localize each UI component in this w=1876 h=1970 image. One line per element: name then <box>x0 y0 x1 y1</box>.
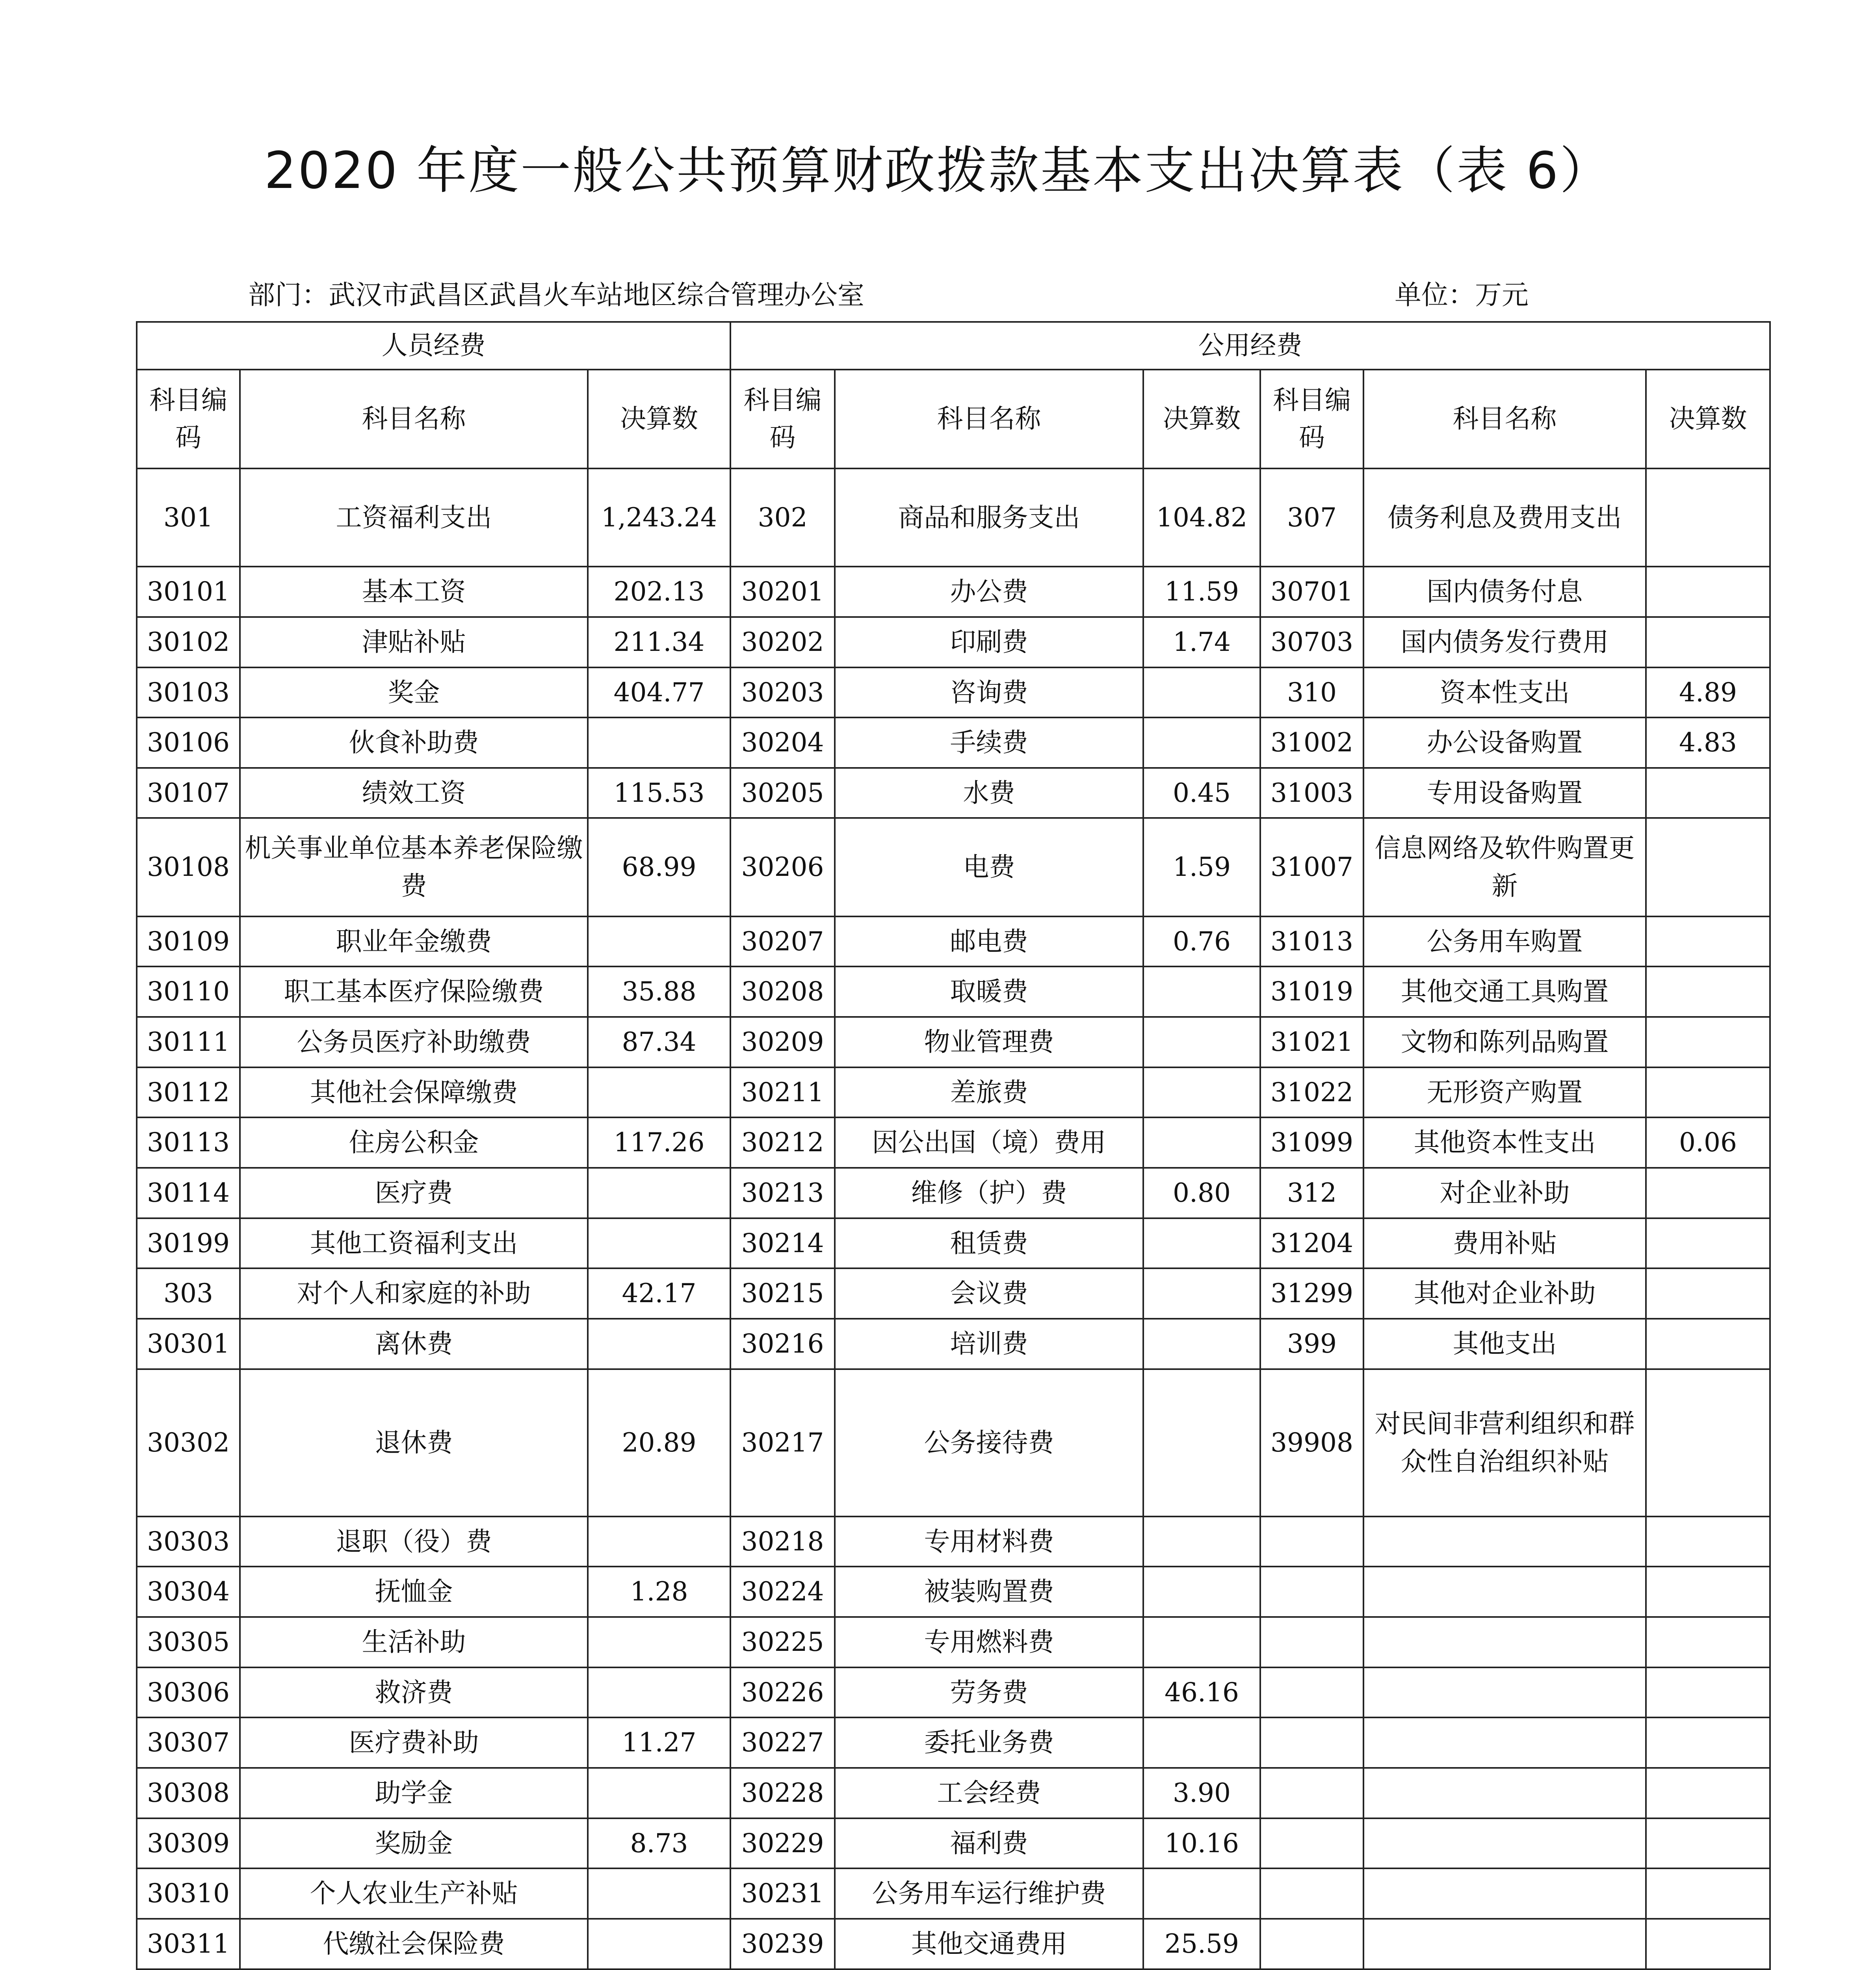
table-row <box>137 1117 1770 1168</box>
personnel-code-cell: 30111 <box>137 1017 240 1067</box>
personnel-amount-cell <box>588 717 730 768</box>
capital-amount-cell <box>1646 1067 1770 1118</box>
goods-amount-cell <box>1143 667 1260 718</box>
goods-code-cell: 30228 <box>730 1768 835 1818</box>
capital-code-cell <box>1260 1567 1363 1617</box>
table-row <box>137 667 1770 718</box>
personnel-amount-cell: 404.77 <box>588 667 730 718</box>
personnel-name-cell: 助学金 <box>240 1768 588 1818</box>
table-row <box>137 1768 1770 1818</box>
capital-amount-cell <box>1646 1218 1770 1269</box>
personnel-code-cell: 301 <box>137 468 240 567</box>
personnel-amount-cell: 1,243.24 <box>588 468 730 567</box>
goods-amount-cell <box>1143 1017 1260 1067</box>
goods-code-cell: 30208 <box>730 966 835 1017</box>
goods-amount-cell <box>1143 1617 1260 1667</box>
personnel-name-cell: 代缴社会保险费 <box>240 1919 588 1969</box>
table-row <box>137 567 1770 617</box>
personnel-code-cell: 30307 <box>137 1717 240 1768</box>
table-row <box>137 1369 1770 1517</box>
goods-name-cell: 专用材料费 <box>835 1517 1143 1567</box>
capital-name-cell: 信息网络及软件购置更新 <box>1363 818 1646 916</box>
personnel-code-cell: 30107 <box>137 768 240 818</box>
table-row <box>137 1667 1770 1718</box>
department-label: 部门：武汉市武昌区武昌火车站地区综合管理办公室 <box>248 280 865 311</box>
capital-name-cell: 对企业补助 <box>1363 1168 1646 1218</box>
personnel-name-cell: 退休费 <box>240 1369 588 1517</box>
goods-name-cell: 委托业务费 <box>835 1717 1143 1768</box>
personnel-amount-cell <box>588 916 730 967</box>
goods-name-cell: 公务用车运行维护费 <box>835 1868 1143 1919</box>
capital-code-cell: 399 <box>1260 1319 1363 1369</box>
personnel-name-cell: 抚恤金 <box>240 1567 588 1617</box>
capital-amount-cell <box>1646 1268 1770 1319</box>
capital-name-cell: 文物和陈列品购置 <box>1363 1017 1646 1067</box>
goods-code-cell: 30216 <box>730 1319 835 1369</box>
personnel-amount-cell <box>588 1868 730 1919</box>
capital-code-cell <box>1260 1517 1363 1567</box>
personnel-name-cell: 职业年金缴费 <box>240 916 588 967</box>
goods-amount-cell: 0.45 <box>1143 768 1260 818</box>
capital-code-cell: 31299 <box>1260 1268 1363 1319</box>
goods-code-cell: 30229 <box>730 1818 835 1869</box>
goods-code-cell: 30217 <box>730 1369 835 1517</box>
personnel-code-cell: 30306 <box>137 1667 240 1718</box>
personnel-amount-cell <box>588 1768 730 1818</box>
personnel-code-cell: 30310 <box>137 1868 240 1919</box>
personnel-name-cell: 离休费 <box>240 1319 588 1369</box>
personnel-code-cell: 30311 <box>137 1919 240 1969</box>
goods-amount-cell <box>1143 1218 1260 1269</box>
table-row <box>137 818 1770 916</box>
capital-name-cell <box>1363 1667 1646 1718</box>
goods-code-cell: 30225 <box>730 1617 835 1667</box>
capital-code-cell: 31019 <box>1260 966 1363 1017</box>
goods-amount-cell: 104.82 <box>1143 468 1260 567</box>
goods-code-cell: 30231 <box>730 1868 835 1919</box>
goods-code-cell: 30211 <box>730 1067 835 1118</box>
capital-amount-cell <box>1646 1617 1770 1667</box>
table-row <box>137 468 1770 567</box>
capital-name-cell: 国内债务发行费用 <box>1363 617 1646 667</box>
capital-code-cell: 31022 <box>1260 1067 1363 1118</box>
personnel-code-cell: 30303 <box>137 1517 240 1567</box>
capital-amount-cell <box>1646 1667 1770 1718</box>
table-row <box>137 717 1770 768</box>
personnel-name-cell: 职工基本医疗保险缴费 <box>240 966 588 1017</box>
personnel-name-cell: 奖金 <box>240 667 588 718</box>
page-title: 2020 年度一般公共预算财政拨款基本支出决算表（表 6） <box>264 141 1612 200</box>
goods-amount-cell <box>1143 966 1260 1017</box>
goods-amount-cell <box>1143 1268 1260 1319</box>
table-row <box>137 1218 1770 1269</box>
capital-amount-cell <box>1646 818 1770 916</box>
capital-code-cell: 31021 <box>1260 1017 1363 1067</box>
personnel-amount-cell: 87.34 <box>588 1017 730 1067</box>
goods-amount-cell: 0.76 <box>1143 916 1260 967</box>
goods-name-cell: 电费 <box>835 818 1143 916</box>
goods-amount-cell: 10.16 <box>1143 1818 1260 1869</box>
goods-code-cell: 30204 <box>730 717 835 768</box>
table-row <box>137 1567 1770 1617</box>
capital-name-cell: 其他对企业补助 <box>1363 1268 1646 1319</box>
personnel-name-cell: 伙食补助费 <box>240 717 588 768</box>
capital-name-cell: 办公设备购置 <box>1363 717 1646 768</box>
capital-amount-cell <box>1646 1717 1770 1768</box>
capital-code-cell: 307 <box>1260 468 1363 567</box>
budget-table <box>136 321 1771 1970</box>
goods-name-cell: 劳务费 <box>835 1667 1143 1718</box>
goods-code-cell: 30218 <box>730 1517 835 1567</box>
table-row <box>137 1818 1770 1869</box>
table-row <box>137 617 1770 667</box>
personnel-amount-cell <box>588 1667 730 1718</box>
goods-amount-cell: 0.80 <box>1143 1168 1260 1218</box>
personnel-code-cell: 30101 <box>137 567 240 617</box>
capital-code-cell: 31007 <box>1260 818 1363 916</box>
personnel-amount-cell <box>588 1168 730 1218</box>
personnel-name-cell: 住房公积金 <box>240 1117 588 1168</box>
code-header: 科目编码 <box>730 370 835 468</box>
capital-code-cell <box>1260 1667 1363 1718</box>
personnel-code-cell: 30304 <box>137 1567 240 1617</box>
personnel-amount-cell: 68.99 <box>588 818 730 916</box>
capital-code-cell: 31099 <box>1260 1117 1363 1168</box>
goods-code-cell: 30207 <box>730 916 835 967</box>
personnel-name-cell: 奖励金 <box>240 1818 588 1869</box>
personnel-amount-cell: 117.26 <box>588 1117 730 1168</box>
column-header-row <box>137 370 1770 468</box>
capital-name-cell: 其他资本性支出 <box>1363 1117 1646 1168</box>
capital-name-cell <box>1363 1617 1646 1667</box>
personnel-amount-cell: 1.28 <box>588 1567 730 1617</box>
goods-amount-cell <box>1143 1567 1260 1617</box>
goods-name-cell: 福利费 <box>835 1818 1143 1869</box>
goods-name-cell: 邮电费 <box>835 916 1143 967</box>
personnel-amount-cell: 8.73 <box>588 1818 730 1869</box>
goods-amount-cell <box>1143 1067 1260 1118</box>
goods-name-cell: 工会经费 <box>835 1768 1143 1818</box>
personnel-name-cell: 医疗费 <box>240 1168 588 1218</box>
goods-name-cell: 商品和服务支出 <box>835 468 1143 567</box>
capital-amount-cell <box>1646 1168 1770 1218</box>
goods-code-cell: 302 <box>730 468 835 567</box>
table-row <box>137 1617 1770 1667</box>
personnel-name-cell: 退职（役）费 <box>240 1517 588 1567</box>
goods-amount-cell <box>1143 1717 1260 1768</box>
personnel-code-cell: 30199 <box>137 1218 240 1269</box>
capital-amount-cell <box>1646 966 1770 1017</box>
capital-name-cell: 国内债务付息 <box>1363 567 1646 617</box>
goods-code-cell: 30226 <box>730 1667 835 1718</box>
capital-code-cell <box>1260 1768 1363 1818</box>
goods-name-cell: 培训费 <box>835 1319 1143 1369</box>
group-header-row <box>137 322 1770 370</box>
goods-name-cell: 办公费 <box>835 567 1143 617</box>
goods-name-cell: 专用燃料费 <box>835 1617 1143 1667</box>
capital-name-cell <box>1363 1818 1646 1869</box>
capital-amount-cell <box>1646 1369 1770 1517</box>
goods-name-cell: 维修（护）费 <box>835 1168 1143 1218</box>
personnel-name-cell: 对个人和家庭的补助 <box>240 1268 588 1319</box>
goods-code-cell: 30212 <box>730 1117 835 1168</box>
personnel-name-cell: 绩效工资 <box>240 768 588 818</box>
personnel-name-cell: 公务员医疗补助缴费 <box>240 1017 588 1067</box>
capital-amount-cell <box>1646 468 1770 567</box>
capital-code-cell: 31013 <box>1260 916 1363 967</box>
goods-name-cell: 会议费 <box>835 1268 1143 1319</box>
personnel-code-cell: 30109 <box>137 916 240 967</box>
capital-name-cell: 专用设备购置 <box>1363 768 1646 818</box>
personnel-amount-cell <box>588 1919 730 1969</box>
goods-name-cell: 取暖费 <box>835 966 1143 1017</box>
personnel-code-cell: 30114 <box>137 1168 240 1218</box>
goods-amount-cell: 25.59 <box>1143 1919 1260 1969</box>
table-row <box>137 768 1770 818</box>
table-row <box>137 1868 1770 1919</box>
capital-code-cell: 30703 <box>1260 617 1363 667</box>
goods-amount-cell: 46.16 <box>1143 1667 1260 1718</box>
table-row <box>137 1717 1770 1768</box>
goods-name-cell: 印刷费 <box>835 617 1143 667</box>
capital-name-cell: 费用补贴 <box>1363 1218 1646 1269</box>
capital-code-cell: 31204 <box>1260 1218 1363 1269</box>
capital-name-cell: 对民间非营利组织和群众性自治组织补贴 <box>1363 1369 1646 1517</box>
capital-name-cell: 其他交通工具购置 <box>1363 966 1646 1017</box>
goods-amount-cell <box>1143 717 1260 768</box>
goods-code-cell: 30201 <box>730 567 835 617</box>
goods-name-cell: 其他交通费用 <box>835 1919 1143 1969</box>
goods-name-cell: 因公出国（境）费用 <box>835 1117 1143 1168</box>
capital-code-cell: 39908 <box>1260 1369 1363 1517</box>
amount-header: 决算数 <box>1646 370 1770 468</box>
personnel-name-cell: 工资福利支出 <box>240 468 588 567</box>
capital-code-cell <box>1260 1617 1363 1667</box>
personnel-amount-cell: 202.13 <box>588 567 730 617</box>
capital-code-cell: 31003 <box>1260 768 1363 818</box>
capital-amount-cell <box>1646 768 1770 818</box>
capital-amount-cell <box>1646 567 1770 617</box>
table-row <box>137 1268 1770 1319</box>
goods-amount-cell <box>1143 1117 1260 1168</box>
goods-code-cell: 30227 <box>730 1717 835 1768</box>
personnel-amount-cell <box>588 1067 730 1118</box>
goods-amount-cell: 1.74 <box>1143 617 1260 667</box>
personnel-name-cell: 其他工资福利支出 <box>240 1218 588 1269</box>
personnel-code-cell: 30309 <box>137 1818 240 1869</box>
personnel-group-header: 人员经费 <box>137 322 730 370</box>
capital-amount-cell <box>1646 1818 1770 1869</box>
capital-name-cell <box>1363 1868 1646 1919</box>
goods-name-cell: 被装购置费 <box>835 1567 1143 1617</box>
personnel-amount-cell: 115.53 <box>588 768 730 818</box>
capital-code-cell <box>1260 1919 1363 1969</box>
personnel-amount-cell: 42.17 <box>588 1268 730 1319</box>
personnel-name-cell: 津贴补贴 <box>240 617 588 667</box>
amount-header: 决算数 <box>1143 370 1260 468</box>
capital-amount-cell <box>1646 916 1770 967</box>
goods-name-cell: 手续费 <box>835 717 1143 768</box>
goods-name-cell: 水费 <box>835 768 1143 818</box>
personnel-name-cell: 医疗费补助 <box>240 1717 588 1768</box>
capital-name-cell: 资本性支出 <box>1363 667 1646 718</box>
personnel-code-cell: 30103 <box>137 667 240 718</box>
goods-code-cell: 30203 <box>730 667 835 718</box>
goods-code-cell: 30209 <box>730 1017 835 1067</box>
goods-amount-cell <box>1143 1369 1260 1517</box>
personnel-name-cell: 基本工资 <box>240 567 588 617</box>
personnel-code-cell: 30112 <box>137 1067 240 1118</box>
personnel-amount-cell: 20.89 <box>588 1369 730 1517</box>
personnel-amount-cell <box>588 1218 730 1269</box>
goods-name-cell: 差旅费 <box>835 1067 1143 1118</box>
goods-code-cell: 30202 <box>730 617 835 667</box>
personnel-amount-cell: 211.34 <box>588 617 730 667</box>
goods-name-cell: 公务接待费 <box>835 1369 1143 1517</box>
name-header: 科目名称 <box>835 370 1143 468</box>
goods-name-cell: 物业管理费 <box>835 1017 1143 1067</box>
name-header: 科目名称 <box>240 370 588 468</box>
goods-amount-cell <box>1143 1517 1260 1567</box>
unit-label: 单位：万元 <box>1395 280 1529 311</box>
goods-amount-cell <box>1143 1868 1260 1919</box>
capital-code-cell <box>1260 1717 1363 1768</box>
personnel-name-cell: 机关事业单位基本养老保险缴费 <box>240 818 588 916</box>
capital-amount-cell <box>1646 1768 1770 1818</box>
goods-code-cell: 30224 <box>730 1567 835 1617</box>
personnel-code-cell: 30305 <box>137 1617 240 1667</box>
personnel-name-cell: 生活补助 <box>240 1617 588 1667</box>
personnel-amount-cell <box>588 1319 730 1369</box>
personnel-code-cell: 30113 <box>137 1117 240 1168</box>
goods-name-cell: 咨询费 <box>835 667 1143 718</box>
table-row <box>137 916 1770 967</box>
goods-code-cell: 30205 <box>730 768 835 818</box>
table-row <box>137 1517 1770 1567</box>
capital-code-cell: 310 <box>1260 667 1363 718</box>
public-group-header: 公用经费 <box>730 322 1770 370</box>
capital-code-cell: 30701 <box>1260 567 1363 617</box>
personnel-code-cell: 30302 <box>137 1369 240 1517</box>
goods-code-cell: 30213 <box>730 1168 835 1218</box>
goods-amount-cell: 3.90 <box>1143 1768 1260 1818</box>
goods-amount-cell: 1.59 <box>1143 818 1260 916</box>
capital-name-cell: 债务利息及费用支出 <box>1363 468 1646 567</box>
personnel-name-cell: 其他社会保障缴费 <box>240 1067 588 1118</box>
capital-name-cell <box>1363 1768 1646 1818</box>
name-header: 科目名称 <box>1363 370 1646 468</box>
goods-amount-cell <box>1143 1319 1260 1369</box>
capital-code-cell: 31002 <box>1260 717 1363 768</box>
personnel-name-cell: 救济费 <box>240 1667 588 1718</box>
capital-amount-cell: 4.89 <box>1646 667 1770 718</box>
capital-name-cell <box>1363 1517 1646 1567</box>
capital-amount-cell <box>1646 1868 1770 1919</box>
personnel-code-cell: 303 <box>137 1268 240 1319</box>
capital-name-cell <box>1363 1717 1646 1768</box>
table-row <box>137 1168 1770 1218</box>
personnel-amount-cell <box>588 1517 730 1567</box>
capital-code-cell <box>1260 1868 1363 1919</box>
personnel-amount-cell: 35.88 <box>588 966 730 1017</box>
capital-name-cell: 其他支出 <box>1363 1319 1646 1369</box>
personnel-code-cell: 30110 <box>137 966 240 1017</box>
capital-name-cell: 公务用车购置 <box>1363 916 1646 967</box>
personnel-amount-cell <box>588 1617 730 1667</box>
capital-amount-cell <box>1646 617 1770 667</box>
goods-code-cell: 30214 <box>730 1218 835 1269</box>
capital-code-cell: 312 <box>1260 1168 1363 1218</box>
personnel-code-cell: 30108 <box>137 818 240 916</box>
table-row <box>137 966 1770 1017</box>
goods-code-cell: 30215 <box>730 1268 835 1319</box>
personnel-code-cell: 30301 <box>137 1319 240 1369</box>
capital-amount-cell <box>1646 1517 1770 1567</box>
capital-amount-cell: 4.83 <box>1646 717 1770 768</box>
table-row <box>137 1919 1770 1969</box>
personnel-name-cell: 个人农业生产补贴 <box>240 1868 588 1919</box>
personnel-code-cell: 30308 <box>137 1768 240 1818</box>
capital-name-cell <box>1363 1919 1646 1969</box>
capital-amount-cell <box>1646 1919 1770 1969</box>
table-row <box>137 1319 1770 1369</box>
table-row <box>137 1067 1770 1118</box>
goods-name-cell: 租赁费 <box>835 1218 1143 1269</box>
capital-name-cell <box>1363 1567 1646 1617</box>
capital-code-cell <box>1260 1818 1363 1869</box>
goods-code-cell: 30206 <box>730 818 835 916</box>
capital-name-cell: 无形资产购置 <box>1363 1067 1646 1118</box>
capital-amount-cell <box>1646 1017 1770 1067</box>
capital-amount-cell <box>1646 1319 1770 1369</box>
capital-amount-cell: 0.06 <box>1646 1117 1770 1168</box>
goods-amount-cell: 11.59 <box>1143 567 1260 617</box>
capital-amount-cell <box>1646 1567 1770 1617</box>
personnel-code-cell: 30102 <box>137 617 240 667</box>
amount-header: 决算数 <box>588 370 730 468</box>
code-header: 科目编码 <box>1260 370 1363 468</box>
code-header: 科目编码 <box>137 370 240 468</box>
personnel-code-cell: 30106 <box>137 717 240 768</box>
table-row <box>137 1017 1770 1067</box>
goods-code-cell: 30239 <box>730 1919 835 1969</box>
personnel-amount-cell: 11.27 <box>588 1717 730 1768</box>
